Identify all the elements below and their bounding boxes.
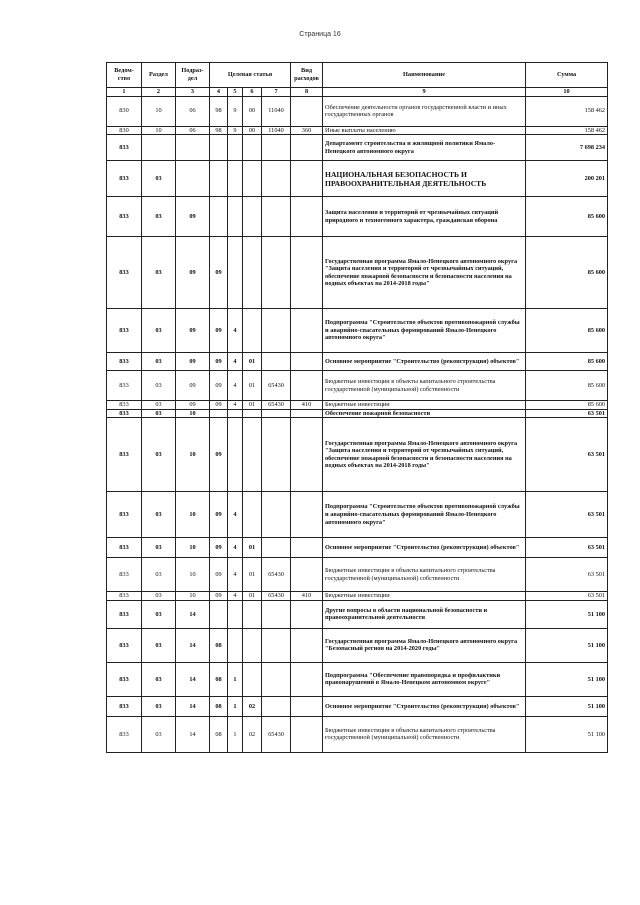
cell-event: 00 <box>243 126 262 135</box>
cell-sum: 85 600 <box>526 237 608 309</box>
cell-department: 830 <box>107 96 142 126</box>
cell-section: 10 <box>142 96 176 126</box>
cell-sum: 51 100 <box>526 662 608 696</box>
cell-direction <box>262 696 291 716</box>
cell-event: 01 <box>243 353 262 371</box>
cell-sum: 63 501 <box>526 558 608 592</box>
cell-sum: 85 600 <box>526 309 608 353</box>
cell-sum: 63 501 <box>526 538 608 558</box>
cell-subsection <box>176 135 210 161</box>
cell-event <box>243 237 262 309</box>
table-row <box>107 716 608 752</box>
cell-department: 833 <box>107 662 142 696</box>
cell-subprogram: 1 <box>228 716 243 752</box>
cell-program: 09 <box>210 492 228 538</box>
cell-subprogram: 4 <box>228 538 243 558</box>
table-body <box>107 96 608 752</box>
cell-subprogram: 4 <box>228 353 243 371</box>
cell-event <box>243 600 262 628</box>
table-row <box>107 662 608 696</box>
cell-subsection: 14 <box>176 696 210 716</box>
table-row <box>107 492 608 538</box>
cell-sum: 85 600 <box>526 197 608 237</box>
table-row <box>107 237 608 309</box>
cell-expense-type: 410 <box>291 592 323 601</box>
col-number: 1 <box>107 88 142 97</box>
table-row <box>107 418 608 492</box>
cell-sum: 63 501 <box>526 592 608 601</box>
budget-table <box>106 62 608 753</box>
cell-program: 98 <box>210 96 228 126</box>
col-number: 9 <box>323 88 526 97</box>
cell-section: 03 <box>142 161 176 197</box>
cell-department: 833 <box>107 696 142 716</box>
cell-program: 09 <box>210 418 228 492</box>
cell-expense-type: 360 <box>291 126 323 135</box>
cell-sum: 51 100 <box>526 628 608 662</box>
cell-department: 833 <box>107 237 142 309</box>
cell-expense-type <box>291 538 323 558</box>
cell-department: 833 <box>107 161 142 197</box>
cell-name: Государственная программа Ямало-Ненецкого автономного округа "Безопасный регион на 2014-2020 годы" <box>323 628 526 662</box>
cell-section: 03 <box>142 628 176 662</box>
cell-subprogram: 4 <box>228 371 243 401</box>
cell-expense-type <box>291 237 323 309</box>
cell-name: Основное мероприятие "Строительство (реконструкция) объектов" <box>323 696 526 716</box>
cell-section: 03 <box>142 401 176 410</box>
cell-direction <box>262 309 291 353</box>
cell-expense-type <box>291 161 323 197</box>
cell-subprogram: 1 <box>228 696 243 716</box>
cell-subprogram: 9 <box>228 96 243 126</box>
cell-subprogram <box>228 409 243 418</box>
cell-subprogram: 4 <box>228 592 243 601</box>
cell-direction: 65430 <box>262 371 291 401</box>
cell-subprogram <box>228 600 243 628</box>
cell-direction <box>262 197 291 237</box>
table-row <box>107 371 608 401</box>
table-row <box>107 197 608 237</box>
cell-department: 833 <box>107 600 142 628</box>
cell-department: 830 <box>107 126 142 135</box>
cell-subprogram: 4 <box>228 309 243 353</box>
cell-program: 98 <box>210 126 228 135</box>
cell-name: Подпрограмма "Обеспечение правопорядка и профилактики правонарушений в Ямало-Ненецком автономном округе" <box>323 662 526 696</box>
cell-expense-type <box>291 696 323 716</box>
cell-direction: 65430 <box>262 401 291 410</box>
cell-program: 09 <box>210 371 228 401</box>
cell-program: 08 <box>210 716 228 752</box>
cell-sum: 63 501 <box>526 492 608 538</box>
col-number: 3 <box>176 88 210 97</box>
cell-event: 01 <box>243 538 262 558</box>
table-row <box>107 96 608 126</box>
cell-program <box>210 600 228 628</box>
cell-name: Департамент строительства и жилищной политики Ямало-Ненецкого автономного округа <box>323 135 526 161</box>
cell-direction <box>262 353 291 371</box>
cell-event: 02 <box>243 716 262 752</box>
col-number: 2 <box>142 88 176 97</box>
cell-department: 833 <box>107 371 142 401</box>
cell-expense-type <box>291 135 323 161</box>
cell-section: 03 <box>142 538 176 558</box>
cell-department: 833 <box>107 628 142 662</box>
cell-subsection: 06 <box>176 126 210 135</box>
cell-name: НАЦИОНАЛЬНАЯ БЕЗОПАСНОСТЬ И ПРАВООХРАНИТЕЛЬНАЯ ДЕЯТЕЛЬНОСТЬ <box>323 161 526 197</box>
cell-department: 833 <box>107 538 142 558</box>
header-sum: Сумма <box>526 63 608 88</box>
cell-event <box>243 197 262 237</box>
col-number: 4 <box>210 88 228 97</box>
cell-department: 833 <box>107 492 142 538</box>
cell-subsection: 14 <box>176 600 210 628</box>
cell-program: 08 <box>210 628 228 662</box>
header-subsection: Подраз- дел <box>176 63 210 88</box>
cell-expense-type <box>291 197 323 237</box>
cell-department: 833 <box>107 401 142 410</box>
table-row <box>107 600 608 628</box>
table-row <box>107 592 608 601</box>
table-row <box>107 309 608 353</box>
cell-department: 833 <box>107 716 142 752</box>
cell-program: 08 <box>210 662 228 696</box>
cell-direction <box>262 409 291 418</box>
cell-subsection: 10 <box>176 409 210 418</box>
cell-name: Основное мероприятие "Строительство (реконструкция) объектов" <box>323 353 526 371</box>
col-number: 5 <box>228 88 243 97</box>
cell-subsection: 14 <box>176 662 210 696</box>
cell-name: Бюджетные инвестиции в объекты капитального строительства государственной (муниципальной) собственности <box>323 558 526 592</box>
cell-program: 09 <box>210 353 228 371</box>
header-row <box>107 63 608 88</box>
header-section: Раздел <box>142 63 176 88</box>
cell-section: 03 <box>142 409 176 418</box>
cell-name: Бюджетные инвестиции <box>323 592 526 601</box>
cell-sum: 158 462 <box>526 126 608 135</box>
cell-subsection: 06 <box>176 96 210 126</box>
cell-event <box>243 135 262 161</box>
cell-direction <box>262 628 291 662</box>
cell-program: 08 <box>210 696 228 716</box>
table-row <box>107 628 608 662</box>
table-row <box>107 558 608 592</box>
cell-department: 833 <box>107 197 142 237</box>
cell-subsection: 09 <box>176 197 210 237</box>
header-department: Ведом- ство <box>107 63 142 88</box>
cell-subsection: 10 <box>176 558 210 592</box>
cell-subsection: 10 <box>176 418 210 492</box>
cell-section: 03 <box>142 197 176 237</box>
cell-subprogram <box>228 628 243 662</box>
cell-program <box>210 197 228 237</box>
cell-subprogram <box>228 418 243 492</box>
header-target-article: Целевая статья <box>210 63 291 88</box>
col-number: 7 <box>262 88 291 97</box>
cell-program: 09 <box>210 592 228 601</box>
cell-direction: 65430 <box>262 558 291 592</box>
cell-event <box>243 492 262 538</box>
cell-event: 01 <box>243 558 262 592</box>
cell-section: 03 <box>142 662 176 696</box>
cell-expense-type <box>291 558 323 592</box>
cell-subsection: 14 <box>176 628 210 662</box>
cell-subprogram: 4 <box>228 401 243 410</box>
cell-subprogram <box>228 237 243 309</box>
cell-subprogram: 4 <box>228 492 243 538</box>
cell-program: 09 <box>210 401 228 410</box>
header-name: Наименование <box>323 63 526 88</box>
cell-direction: 65430 <box>262 592 291 601</box>
table-row <box>107 126 608 135</box>
cell-event <box>243 628 262 662</box>
header-expense-type: Вид расходов <box>291 63 323 88</box>
cell-direction <box>262 538 291 558</box>
cell-sum: 158 462 <box>526 96 608 126</box>
cell-expense-type <box>291 628 323 662</box>
cell-direction <box>262 662 291 696</box>
cell-sum: 85 600 <box>526 353 608 371</box>
cell-direction <box>262 135 291 161</box>
table-row <box>107 135 608 161</box>
cell-event <box>243 409 262 418</box>
cell-section: 03 <box>142 716 176 752</box>
cell-expense-type <box>291 662 323 696</box>
cell-subsection: 09 <box>176 237 210 309</box>
cell-sum: 63 501 <box>526 418 608 492</box>
cell-sum: 85 600 <box>526 371 608 401</box>
cell-section: 03 <box>142 696 176 716</box>
cell-direction: 65430 <box>262 716 291 752</box>
cell-section: 10 <box>142 126 176 135</box>
cell-event <box>243 309 262 353</box>
col-number: 10 <box>526 88 608 97</box>
column-number-row <box>107 88 608 97</box>
cell-sum: 51 100 <box>526 716 608 752</box>
cell-name: Государственная программа Ямало-Ненецкого автономного округа "Защита населения и территорий от чрезвычайных ситуаций, обеспечение пожарной безопасности и безопасности населения на водных объектах на 2014-2018 годы" <box>323 418 526 492</box>
cell-event: 02 <box>243 696 262 716</box>
table-row <box>107 161 608 197</box>
cell-expense-type <box>291 716 323 752</box>
cell-sum: 51 100 <box>526 600 608 628</box>
cell-section: 03 <box>142 600 176 628</box>
cell-name: Защита населения и территорий от чрезвычайных ситуаций природного и техногенного характера, гражданская оборона <box>323 197 526 237</box>
cell-subprogram: 9 <box>228 126 243 135</box>
cell-expense-type <box>291 600 323 628</box>
cell-expense-type <box>291 418 323 492</box>
cell-subsection: 09 <box>176 309 210 353</box>
cell-direction: 11040 <box>262 96 291 126</box>
cell-name: Основное мероприятие "Строительство (реконструкция) объектов" <box>323 538 526 558</box>
cell-section: 03 <box>142 492 176 538</box>
cell-program: 09 <box>210 237 228 309</box>
cell-direction <box>262 161 291 197</box>
table-row <box>107 409 608 418</box>
cell-department: 833 <box>107 135 142 161</box>
cell-name: Бюджетные инвестиции <box>323 401 526 410</box>
cell-section: 03 <box>142 309 176 353</box>
cell-name: Бюджетные инвестиции в объекты капитального строительства государственной (муниципальной) собственности <box>323 716 526 752</box>
cell-name: Государственная программа Ямало-Ненецкого автономного округа "Защита населения и территорий от чрезвычайных ситуаций, обеспечение пожарной безопасности и безопасности населения на водных объектах на 2014-2018 годы" <box>323 237 526 309</box>
cell-subsection: 09 <box>176 353 210 371</box>
cell-event <box>243 662 262 696</box>
cell-program: 09 <box>210 558 228 592</box>
cell-subsection: 10 <box>176 592 210 601</box>
cell-name: Подпрограмма "Строительство объектов противопожарной службы и аварийно-спасательных формирований Ямало-Ненецкого автономного округа" <box>323 309 526 353</box>
cell-program: 09 <box>210 309 228 353</box>
cell-section <box>142 135 176 161</box>
cell-event: 01 <box>243 592 262 601</box>
cell-subsection: 10 <box>176 492 210 538</box>
cell-event: 01 <box>243 371 262 401</box>
cell-program <box>210 161 228 197</box>
cell-program <box>210 409 228 418</box>
cell-sum: 51 100 <box>526 696 608 716</box>
col-number: 8 <box>291 88 323 97</box>
cell-program: 09 <box>210 538 228 558</box>
cell-sum: 63 501 <box>526 409 608 418</box>
cell-expense-type <box>291 371 323 401</box>
cell-event <box>243 161 262 197</box>
cell-name: Иные выплаты населению <box>323 126 526 135</box>
cell-subprogram <box>228 197 243 237</box>
cell-department: 833 <box>107 309 142 353</box>
cell-department: 833 <box>107 558 142 592</box>
cell-name: Бюджетные инвестиции в объекты капитального строительства государственной (муниципальной) собственности <box>323 371 526 401</box>
cell-event: 00 <box>243 96 262 126</box>
cell-subsection <box>176 161 210 197</box>
cell-name: Обеспечение пожарной безопасности <box>323 409 526 418</box>
cell-subprogram: 1 <box>228 662 243 696</box>
cell-sum: 200 201 <box>526 161 608 197</box>
page-label: Страница 16 <box>299 31 341 38</box>
col-number: 6 <box>243 88 262 97</box>
cell-direction: 11040 <box>262 126 291 135</box>
cell-sum: 85 600 <box>526 401 608 410</box>
cell-program <box>210 135 228 161</box>
cell-department: 833 <box>107 409 142 418</box>
cell-subprogram <box>228 135 243 161</box>
cell-expense-type <box>291 309 323 353</box>
cell-department: 833 <box>107 592 142 601</box>
table-row <box>107 401 608 410</box>
cell-subprogram: 4 <box>228 558 243 592</box>
cell-expense-type <box>291 96 323 126</box>
table-row <box>107 538 608 558</box>
cell-department: 833 <box>107 418 142 492</box>
cell-event: 01 <box>243 401 262 410</box>
cell-department: 833 <box>107 353 142 371</box>
cell-name: Другие вопросы в области национальной безопасности и правоохранительной деятельности <box>323 600 526 628</box>
cell-expense-type <box>291 409 323 418</box>
cell-event <box>243 418 262 492</box>
cell-name: Подпрограмма "Строительство объектов противопожарной службы и аварийно-спасательных формирований Ямало-Ненецкого автономного округа" <box>323 492 526 538</box>
cell-expense-type <box>291 492 323 538</box>
cell-section: 03 <box>142 558 176 592</box>
table-row <box>107 696 608 716</box>
table-row <box>107 353 608 371</box>
cell-expense-type <box>291 353 323 371</box>
cell-name: Обеспечение деятельности органов государственной власти и иных государственных органов <box>323 96 526 126</box>
cell-direction <box>262 418 291 492</box>
cell-direction <box>262 600 291 628</box>
cell-subsection: 09 <box>176 371 210 401</box>
cell-subsection: 14 <box>176 716 210 752</box>
cell-direction <box>262 492 291 538</box>
cell-section: 03 <box>142 592 176 601</box>
cell-section: 03 <box>142 353 176 371</box>
cell-expense-type: 410 <box>291 401 323 410</box>
cell-section: 03 <box>142 237 176 309</box>
cell-sum: 7 698 234 <box>526 135 608 161</box>
cell-section: 03 <box>142 371 176 401</box>
cell-direction <box>262 237 291 309</box>
cell-subsection: 09 <box>176 401 210 410</box>
cell-section: 03 <box>142 418 176 492</box>
cell-subsection: 10 <box>176 538 210 558</box>
cell-subprogram <box>228 161 243 197</box>
